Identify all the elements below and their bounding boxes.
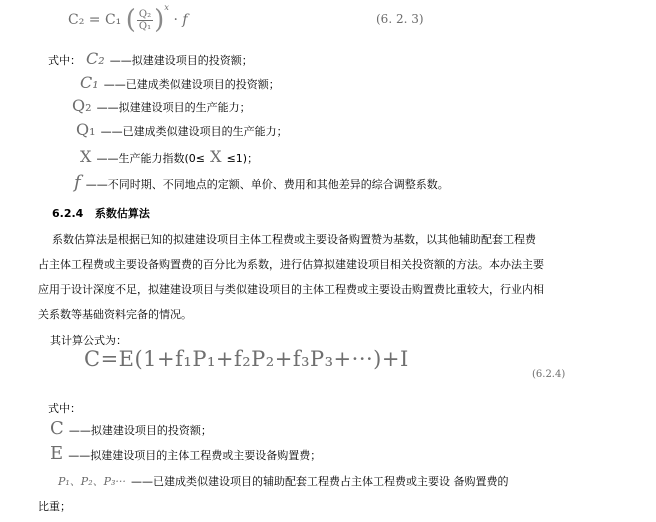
left-paren: ( <box>125 5 136 35</box>
where-label-1: 式中： <box>48 54 81 67</box>
symbol-q1: Q₁ <box>76 120 96 139</box>
definition-c1: ——已建成类似建设项目的投资额； <box>103 78 280 91</box>
formula-c1: C₁ <box>104 12 122 28</box>
definition-c: ——拟建建设项目的投资额； <box>68 424 212 437</box>
definition-x-end: ≤1)； <box>226 152 259 165</box>
calc-label: 其计算公式为： <box>50 334 127 347</box>
where-item-q2 <box>72 96 251 115</box>
section-heading <box>52 207 150 221</box>
symbol-c: C <box>50 418 64 439</box>
definition-p: ——已建成类似建设项目的辅助配套工程费占主体工程费或主要设 备购置费的 <box>131 475 509 488</box>
formula-fraction <box>137 9 153 32</box>
formula-6-2-4: C=E(1+f₁P₁+f₂P₂+f₃P₃+···)+I <box>84 347 409 371</box>
section-number: 6.2.4 <box>52 207 84 220</box>
formula-dot: · <box>173 12 178 28</box>
section-title: 系数估算法 <box>94 207 150 220</box>
paragraph-line-2: 占主体工程费或主要设备购置费的百分比为系数，进行估算拟建建设项目相关投资额的方法。本办法主要 <box>38 258 544 271</box>
paragraph-line-4: 关系数等基础资料完备的情况。 <box>38 308 192 321</box>
symbol-f: f <box>74 172 81 193</box>
where-item-c <box>50 418 212 439</box>
definition-c2: ——拟建建设项目的投资额； <box>109 54 253 67</box>
definition-f: ——不同时期、不同地点的定额、单价、费用和其他差异的综合调整系数。 <box>85 178 449 191</box>
symbol-c2: C₂ <box>86 49 105 68</box>
where-item-q1 <box>76 120 288 139</box>
fraction-denominator: Q₁ <box>138 20 152 32</box>
where-label-2: 式中： <box>48 402 81 415</box>
where-item-x <box>80 147 258 166</box>
formula-f: f <box>182 12 188 28</box>
definition-q1: ——已建成类似建设项目的生产能力； <box>100 125 288 138</box>
symbol-c1: C₁ <box>80 73 99 92</box>
fraction-numerator: Q₂ <box>138 8 152 20</box>
paragraph-line-3: 应用于设计深度不足，拟建建设项目与类似建设项目的主体工程费或主要设击购置费比重较大，行业内相 <box>38 283 544 296</box>
continuation-text: 比重； <box>38 500 71 513</box>
formula-exponent: x <box>164 2 170 12</box>
where-item-p <box>58 470 509 489</box>
where-item-c1 <box>80 73 280 92</box>
symbol-x-2: X <box>210 147 222 166</box>
definition-q2: ——拟建建设项目的生产能力； <box>96 101 251 114</box>
definition-e: ——拟建建设项目的主体工程费或主要设备购置费； <box>68 449 322 462</box>
formula-number-624: (6.2.4) <box>532 369 566 380</box>
right-paren: ) <box>154 5 165 35</box>
symbol-x: X <box>80 147 92 166</box>
symbol-e: E <box>50 443 64 464</box>
where-item-f <box>74 172 449 193</box>
formula-number-623: (6. 2. 3) <box>376 12 424 26</box>
where-item-c2 <box>86 49 253 68</box>
paragraph-line-1: 系数估算法是根据已知的拟建建设项目主体工程费或主要设备购置赞为基数，以其他辅助配套工程费 <box>52 233 536 246</box>
symbol-p: P₁、P₂、P₃··· <box>58 475 126 488</box>
definition-x: ——生产能力指数(0≤ <box>96 152 205 165</box>
formula-lhs: C₂ <box>68 12 85 28</box>
where-item-e <box>50 443 321 464</box>
formula-equals: = <box>88 12 101 28</box>
formula-6-2-3 <box>68 2 188 33</box>
symbol-q2: Q₂ <box>72 96 92 115</box>
